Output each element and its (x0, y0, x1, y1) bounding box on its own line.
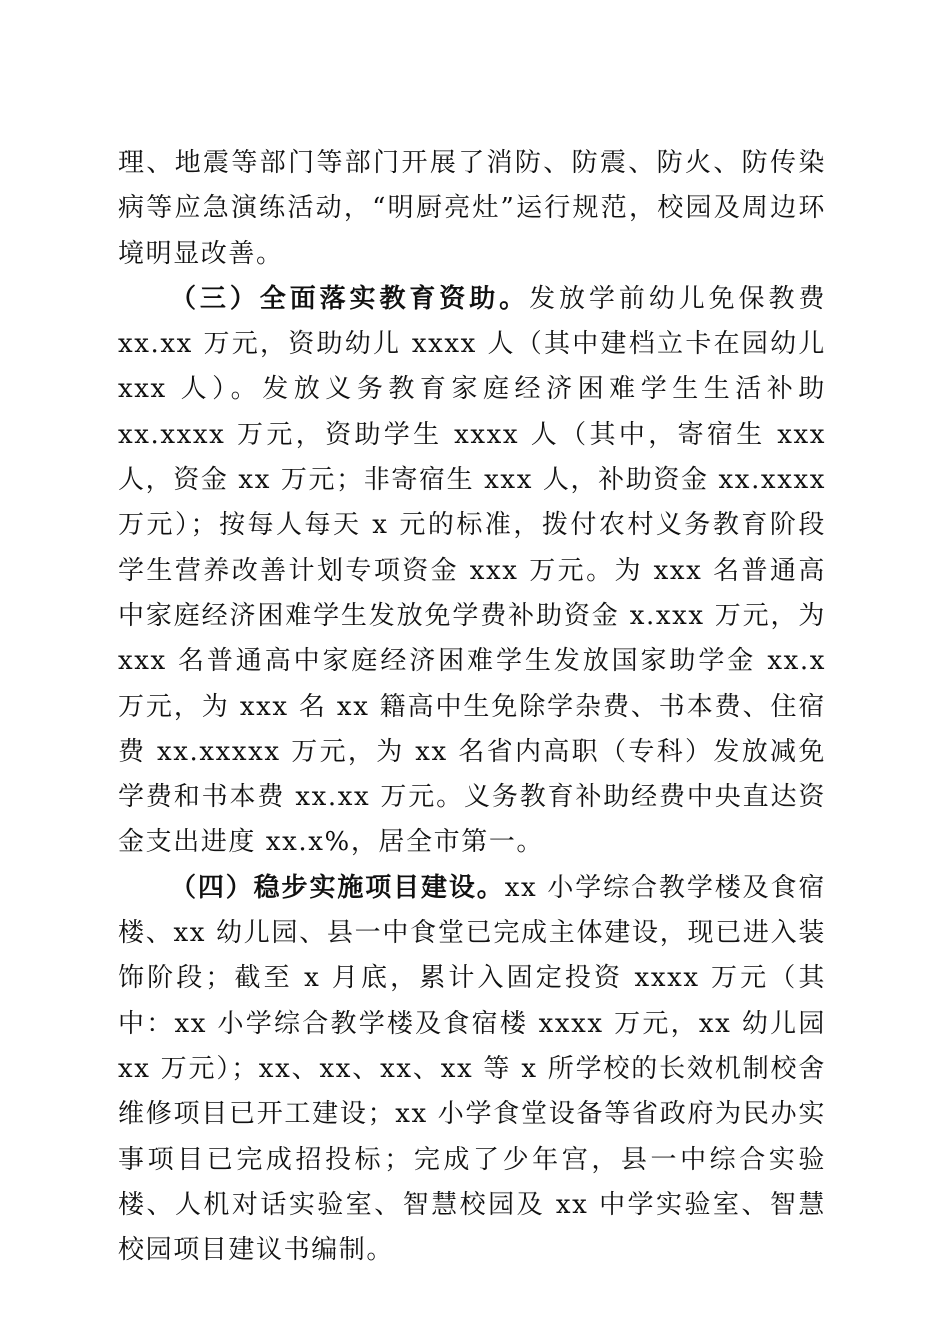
section-body-project-construction: xx 小学综合教学楼及食宿楼、xx 幼儿园、县一中食堂已完成主体建设，现已进入装饰阶段；截至 x 月底，累计入固定投资 xxxx 万元（其中：xx 小学综合教学楼及食宿楼 xxxx 万元，xx 幼儿园 xx 万元）；xx、xx、xx、xx 等 x 所学校的长效机制校舍维修项目已开工建设；xx 小学食堂设备等省政府为民办实事项目已完成招投标；完成了少年宫，县一中综合实验楼、人机对话实验室、智慧校园及 xx 中学实验室、智慧校园项目建议书编制。 (118, 872, 826, 1266)
section-project-construction (118, 866, 826, 1274)
paragraph-continuation: 理、地震等部门等部门开展了消防、防震、防火、防传染病等应急演练活动，“明厨亮灶”运行规范，校园及周边环境明显改善。 (118, 148, 826, 269)
section-education-aid (118, 277, 826, 866)
section-body-education-aid: 发放学前幼儿免保教费 xx.xx 万元，资助幼儿 xxxx 人（其中建档立卡在园幼儿 xxx 人）。发放义务教育家庭经济困难学生生活补助 xx.xxxx 万元，资助学生 xxxx 人（其中，寄宿生 xxx 人，资金 xx 万元；非寄宿生 xxx 人，补助资金 xx.xxxx 万元）；按每人每天 x 元的标准，拨付农村义务教育阶段学生营养改善计划专项资金 xxx 万元。为 xxx 名普通高中家庭经济困难学生发放免学费补助资金 x.xxx 万元，为 xxx 名普通高中家庭经济困难学生发放国家助学金 xx.x 万元，为 xxx 名 xx 籍高中生免除学杂费、书本费、住宿费 xx.xxxxx 万元，为 xx 名省内高职（专科）发放减免学费和书本费 xx.xx 万元。义务教育补助经费中央直达资金支出进度 xx.x%，居全市第一。 (118, 283, 826, 858)
document-body (118, 141, 826, 1273)
section-heading-education-aid: （三）全面落实教育资助。 (170, 283, 530, 314)
section-heading-project-construction: （四）稳步实施项目建设。 (170, 872, 505, 903)
